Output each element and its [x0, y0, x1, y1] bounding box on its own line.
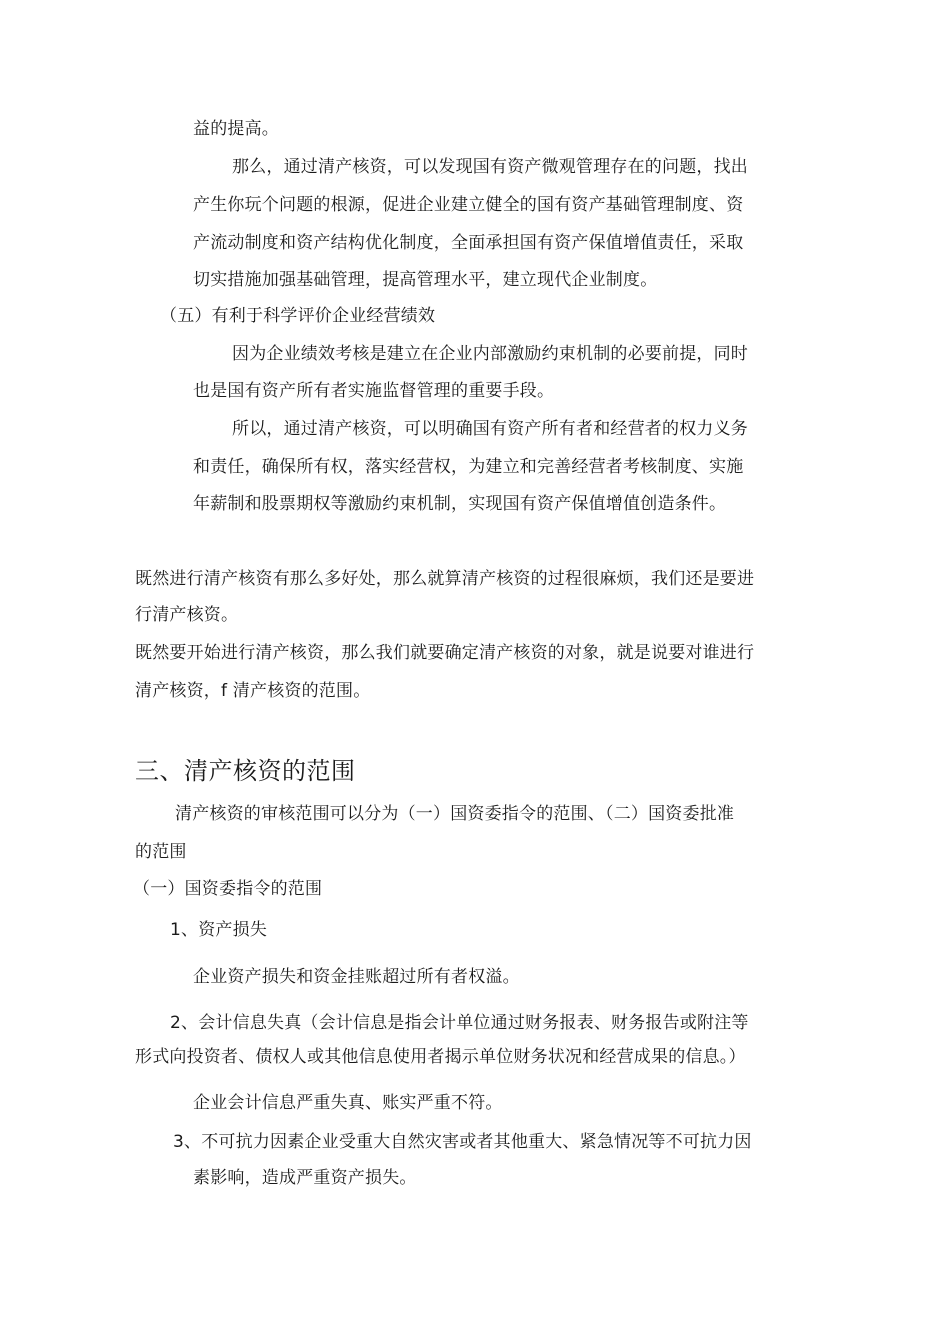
paragraph-line: 既然进行清产核资有那么多好处，那么就算清产核资的过程很麻烦，我们还是要进 [135, 569, 755, 589]
paragraph-line: 清产核资的审核范围可以分为（一）国资委指令的范围、（二）国资委批准 [175, 804, 735, 824]
paragraph-line: 形式向投资者、债权人或其他信息使用者揭示单位财务状况和经营成果的信息。） [135, 1047, 746, 1067]
paragraph-line: 所以，通过清产核资，可以明确国有资产所有者和经营者的权力义务 [232, 419, 748, 439]
paragraph-line: 年薪制和股票期权等激励约束机制，实现国有资产保值增值创造条件。 [193, 494, 727, 514]
section-heading: 三、清产核资的范围 [135, 757, 356, 785]
section-subheading: （一）国资委指令的范围 [133, 879, 323, 899]
paragraph-line: 产流动制度和资产结构优化制度，全面承担国有资产保值增值责任，采取 [193, 233, 744, 253]
paragraph-line: 那么，通过清产核资，可以发现国有资产微观管理存在的问题，找出 [232, 157, 748, 177]
paragraph-line: 因为企业绩效考核是建立在企业内部激励约束机制的必要前提，同时 [232, 344, 748, 364]
paragraph-line: 企业会计信息严重失真、账实严重不符。 [193, 1093, 503, 1113]
paragraph-line: 清产核资，f 清产核资的范围。 [135, 681, 371, 701]
section-subheading: （五）有利于科学评价企业经营绩效 [160, 306, 436, 326]
paragraph-line: 益的提高。 [193, 119, 279, 139]
list-item-title: 1、资产损失 [170, 920, 268, 940]
paragraph-line: 素影响，造成严重资产损失。 [193, 1168, 417, 1188]
paragraph-line: 和责任，确保所有权，落实经营权，为建立和完善经营者考核制度、实施 [193, 457, 744, 477]
list-item-title: 3、不可抗力因素企业受重大自然灾害或者其他重大、紧急情况等不可抗力因 [173, 1132, 752, 1152]
paragraph-line: 的范围 [135, 842, 187, 862]
paragraph-line: 也是国有资产所有者实施监督管理的重要手段。 [193, 381, 555, 401]
paragraph-line: 切实措施加强基础管理，提高管理水平，建立现代企业制度。 [193, 270, 658, 290]
paragraph-line: 产生你玩个问题的根源，促进企业建立健全的国有资产基础管理制度、资 [193, 195, 744, 215]
paragraph-line: 既然要开始进行清产核资，那么我们就要确定清产核资的对象，就是说要对谁进行 [135, 643, 755, 663]
list-item-title: 2、会计信息失真（会计信息是指会计单位通过财务报表、财务报告或附注等 [170, 1013, 749, 1033]
paragraph-line: 行清产核资。 [135, 605, 239, 625]
paragraph-line: 企业资产损失和资金挂账超过所有者权溢。 [193, 967, 520, 987]
